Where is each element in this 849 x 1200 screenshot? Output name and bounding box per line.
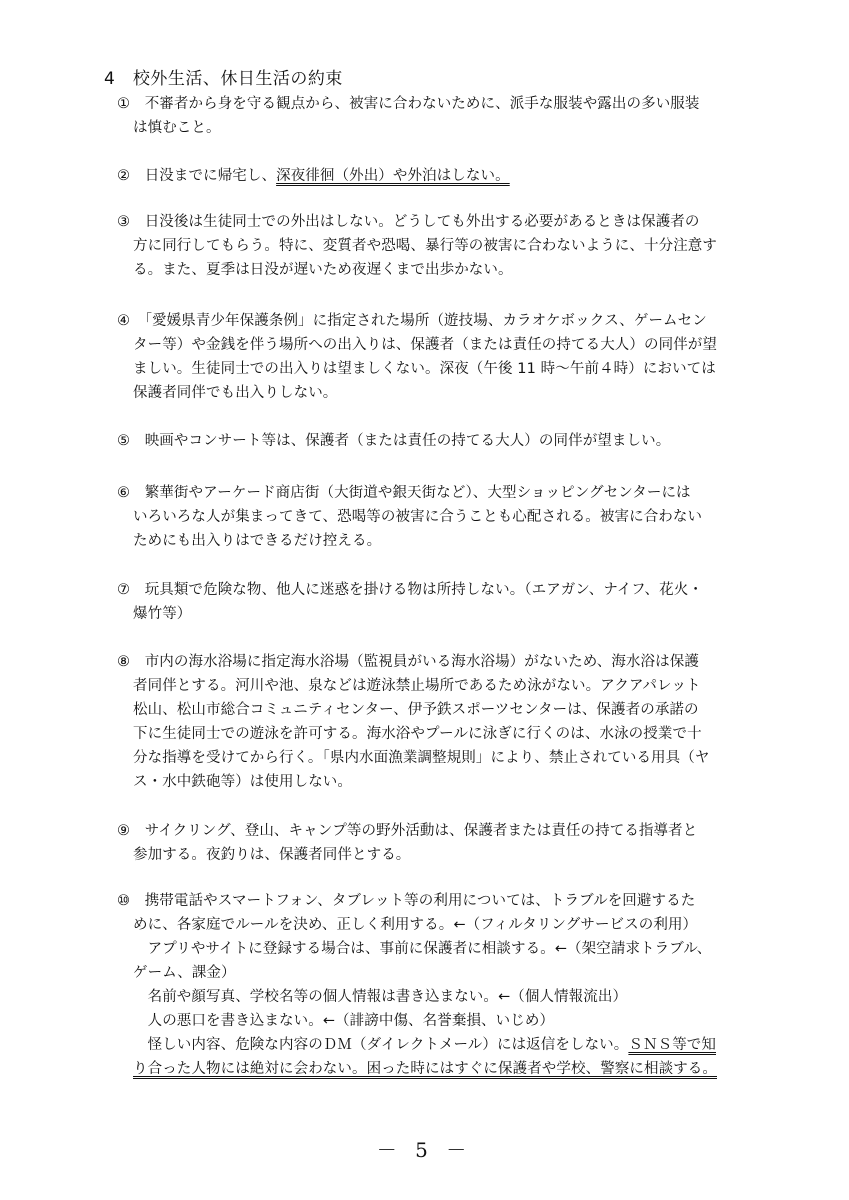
rule-line xyxy=(133,674,701,695)
rule-line xyxy=(117,210,700,231)
page-number: － 5 － xyxy=(376,1138,473,1162)
rule-text: 保護者同伴でも出入りしない。 xyxy=(133,385,338,401)
underlined-text: り合った人物には絶対に会わない。困った時にはすぐに保護者や学校、警察に相談する。 xyxy=(133,1061,717,1077)
rule-line xyxy=(133,985,627,1006)
rule-text: 参加する。夜釣りは、保護者同伴とする。 xyxy=(133,847,411,863)
rule-text: ④ 「愛媛県青少年保護条例」に指定された場所（遊技場、カラオケボックス、ゲームセン xyxy=(117,313,707,329)
rule-text: ⑤ 映画やコンサート等は、保護者（または責任の持てる大人）の同伴が望ましい。 xyxy=(117,433,671,449)
underlined-text: ＳＮＳ等で知 xyxy=(628,1037,716,1053)
rule-text: ゲーム、課金） xyxy=(133,965,236,981)
rule-line xyxy=(133,770,352,791)
rule-text: 名前や顔写真、学校名等の個人情報は書き込まない。←（個人情報流出） xyxy=(133,989,628,1005)
rule-text: ター等）や金銭を伴う場所への出入りは、保護者（または責任の持てる大人）の同伴が望 xyxy=(133,337,717,353)
rule-line xyxy=(133,1057,717,1078)
rule-text: 怪しい内容、危険な内容のＤＭ（ダイレクトメール）には返信をしない。 xyxy=(133,1037,629,1053)
rule-text: ⑦ 玩具類で危険な物、他人に迷惑を掛ける物は所持しない。（エアガン、ナイフ、花火・ xyxy=(117,582,703,598)
rule-text: 人の悪口を書き込まない。←（誹謗中傷、名誉棄損、いじめ） xyxy=(133,1013,555,1029)
rule-line xyxy=(133,602,191,623)
rule-text: ⑧ 市内の海水浴場に指定海水浴場（監視員がいる海水浴場）がないため、海水浴は保護 xyxy=(117,654,699,670)
rule-line xyxy=(117,164,510,185)
rule-text: めに、各家庭でルールを決め、正しく利用する。←（フィルタリングサービスの利用） xyxy=(133,917,698,933)
rule-line xyxy=(117,481,691,502)
rule-line xyxy=(117,92,700,113)
rule-line xyxy=(117,309,707,330)
rule-line xyxy=(133,746,709,767)
rule-text: ⑥ 繁華街やアーケード商店街（大街道や銀天街など）、大型ショッピングセンターには xyxy=(117,485,691,501)
rule-line xyxy=(117,819,697,840)
rule-text: る。また、夏季は日没が遅いため夜遅くまで出歩かない。 xyxy=(133,262,513,278)
rule-line xyxy=(133,234,717,255)
rule-line xyxy=(133,381,337,402)
rule-text: ① 不審者から身を守る観点から、被害に合わないために、派手な服装や露出の多い服装 xyxy=(117,96,700,112)
rule-line xyxy=(133,961,236,982)
rule-line xyxy=(133,258,513,279)
rule-line xyxy=(133,357,716,378)
rule-line xyxy=(133,843,410,864)
rule-text: は慎むこと。 xyxy=(133,120,221,136)
rule-text: ⑩ 携帯電話やスマートフォン、タブレット等の利用については、トラブルを回避するた xyxy=(117,893,696,909)
rule-line xyxy=(117,650,699,671)
rule-text: ましい。生徒同士での出入りは望ましくない。深夜（午後 11 時～午前４時）においては xyxy=(133,361,716,377)
rule-text: ② 日没までに帰宅し、 xyxy=(117,168,277,184)
rule-line xyxy=(133,913,697,934)
rule-line xyxy=(133,529,381,550)
rule-text: ⑨ サイクリング、登山、キャンプ等の野外活動は、保護者または責任の持てる指導者と xyxy=(117,823,698,839)
rule-text: 方に同行してもらう。特に、変質者や恐喝、暴行等の被害に合わないように、十分注意す xyxy=(133,238,717,254)
rule-line xyxy=(133,1009,554,1030)
rule-line xyxy=(133,722,702,743)
rule-line xyxy=(117,429,670,450)
rule-text: ③ 日没後は生徒同士での外出はしない。どうしても外出する必要があるときは保護者の xyxy=(117,214,700,230)
rule-text: 分な指導を受けてから行く。「県内水面漁業調整規則」により、禁止されている用具（ヤ xyxy=(133,750,710,766)
rule-text: アプリやサイトに登録する場合は、事前に保護者に相談する。←（架空請求トラブル、 xyxy=(133,941,712,957)
rule-line xyxy=(117,889,695,910)
rule-line xyxy=(133,1033,716,1054)
rule-text: ためにも出入りはできるだけ控える。 xyxy=(133,533,382,549)
underlined-text: 深夜徘徊（外出）や外泊はしない。 xyxy=(276,168,510,184)
rule-text: 松山、松山市総合コミュニティセンター、伊予鉄スポーツセンターは、保護者の承諾の xyxy=(133,702,699,718)
rule-line xyxy=(133,116,221,137)
rule-line xyxy=(133,505,702,526)
rule-text: 下に生徒同士での遊泳を許可する。海水浴やプールに泳ぎに行くのは、水泳の授業で十 xyxy=(133,726,702,742)
rule-line xyxy=(133,937,711,958)
rule-text: 者同伴とする。河川や池、泉などは遊泳禁止場所であるため泳がない。アクアパレット xyxy=(133,678,701,694)
rule-line xyxy=(117,578,703,599)
rule-text: 爆竹等） xyxy=(133,606,192,622)
rule-line xyxy=(133,698,699,719)
rule-line xyxy=(133,333,717,354)
rule-text: いろいろな人が集まってきて、恐喝等の被害に合うことも心配される。被害に合わない xyxy=(133,509,703,525)
section-title: 4 校外生活、休日生活の約束 xyxy=(104,69,343,89)
rule-text: ス・水中鉄砲等）は使用しない。 xyxy=(133,774,352,790)
